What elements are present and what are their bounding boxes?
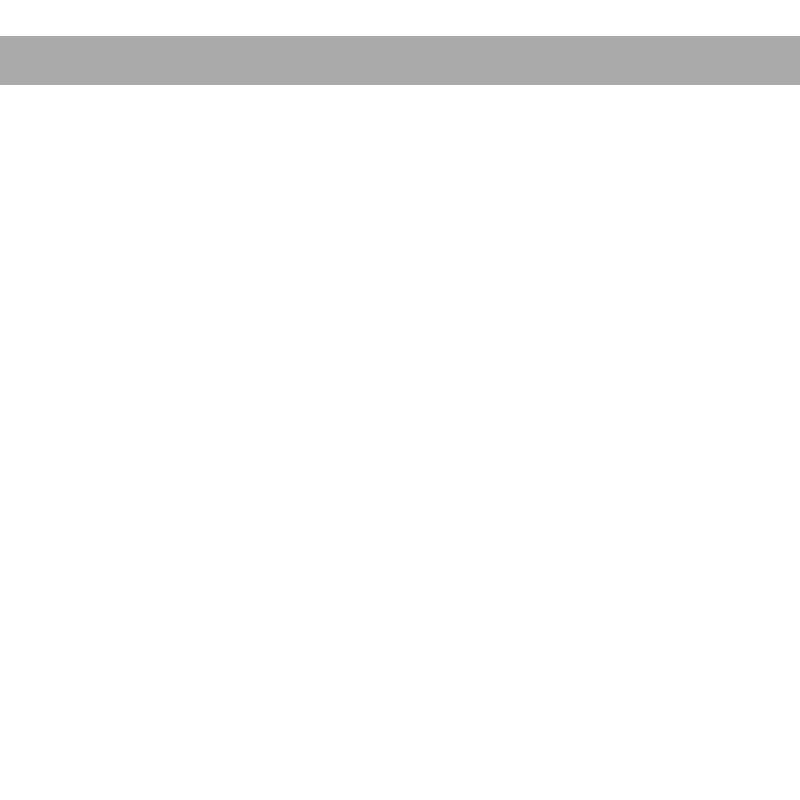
tire-size-table [0, 36, 800, 764]
header-row [0, 36, 800, 85]
